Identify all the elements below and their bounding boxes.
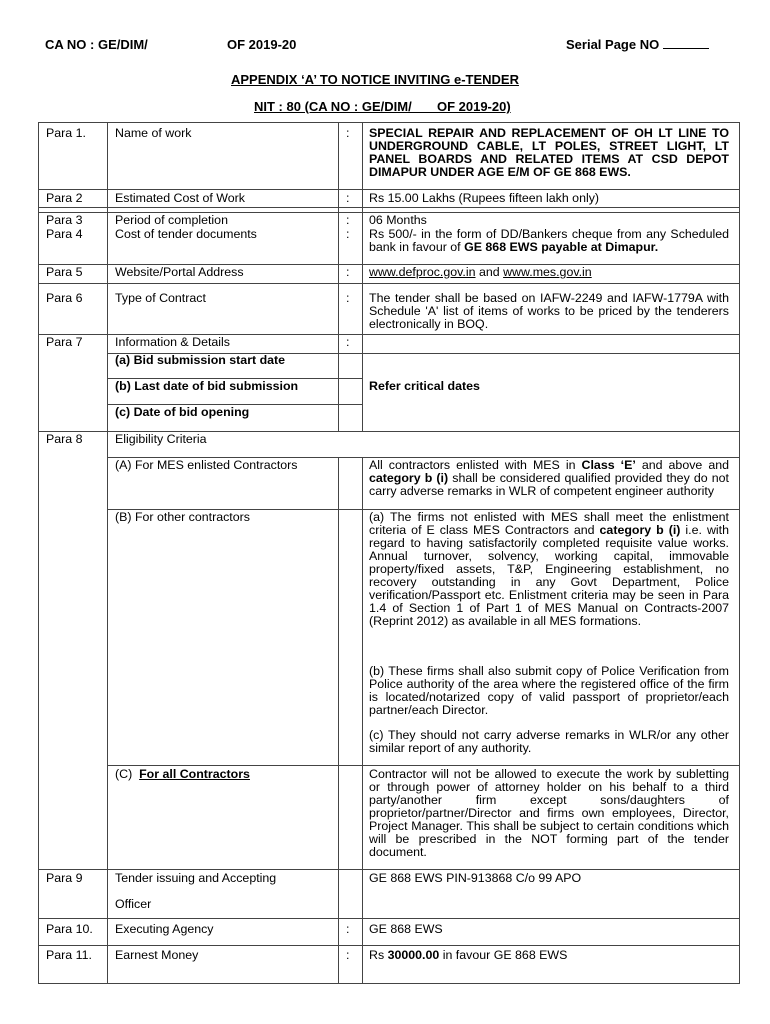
executing-agency-label: Executing Agency xyxy=(115,922,214,936)
website-label: Website/Portal Address xyxy=(115,265,244,279)
tender-officer-label-cont: Officer xyxy=(115,897,152,911)
para-number: Para 2 xyxy=(46,191,83,205)
all-contractors-label: (C) For all Contractors xyxy=(115,767,250,781)
tender-officer-value: GE 868 EWS PIN-913868 C/o 99 APO xyxy=(369,871,582,885)
serial-page-number xyxy=(566,37,709,52)
period-label: Period of completion xyxy=(115,213,228,227)
para-number: Para 11. xyxy=(46,948,92,962)
mes-enlisted-label: (A) For MES enlisted Contractors xyxy=(115,458,298,472)
tender-officer-label: Tender issuing and Accepting xyxy=(115,871,277,885)
bid-start-date-label: (a) Bid submission start date xyxy=(115,353,286,367)
defproc-link[interactable]: www.defproc.gov.in xyxy=(369,265,476,279)
other-contractors-criteria-a: (a) The firms not enlisted with MES shall meet the enlistment criteria of E class MES Contractors and category b (i) i.e. with regard to having satisfactorily completed requisite value works. Annual turnover, solvency, working capital, immovable property/fixed assets, T&P, Engineering establishment, no recovery outstanding in any Govt Department, Police verification/Passport etc. Enlistment criteria may be seen in Para 1.4 of Section 1 of Part 1 of MES Manual on Contracts-2007 (Reprint 2012) as available in all MES formations. xyxy=(369,510,729,628)
para-number: Para 4 xyxy=(46,227,83,241)
ca-year: OF 2019-20 xyxy=(227,37,297,52)
colon: : xyxy=(346,265,350,279)
all-contractors-value: Contractor will not be allowed to execute the work by subletting or through power of attorney holder on his behalf to a third party/another firm except sons/daughters of proprietor/partner/Director and firms own employees, Director, Project Manager. This shall be subject to certain conditions which will be prescribed in the NOT forming part of the tender document. xyxy=(369,767,729,859)
eligibility-label: Eligibility Criteria xyxy=(115,432,207,446)
estimated-cost-label: Estimated Cost of Work xyxy=(115,191,245,205)
colon: : xyxy=(346,213,350,227)
ca-number: CA NO : GE/DIM/ xyxy=(45,37,148,52)
colon: : xyxy=(346,948,350,962)
name-of-work-label: Name of work xyxy=(115,126,192,140)
mes-enlisted-value: All contractors enlisted with MES in Class ‘E’ and above and category b (i) shall be considered qualified provided they do not carry adverse remarks in WLR of competent engineer authority xyxy=(369,458,730,498)
critical-dates-value: Refer critical dates xyxy=(369,379,480,393)
other-contractors-criteria-c: (c) They should not carry adverse remarks in WLR/or any other similar report of any authority. xyxy=(369,728,729,755)
period-value: 06 Months xyxy=(369,213,427,227)
bid-last-date-label: (b) Last date of bid submission xyxy=(115,379,299,393)
para-number: Para 3 xyxy=(46,213,83,227)
para-number: Para 7 xyxy=(46,335,83,349)
name-of-work-value: SPECIAL REPAIR AND REPLACEMENT OF OH LT LINE TO UNDERGROUND CABLE, LT POLES, STREET LIGHT, LT PANEL BOARDS AND RELATED ITEMS AT CSD DEPOT DIMAPUR UNDER AGE E/M OF GE 868 EWS. xyxy=(369,126,729,179)
tender-doc-cost-value: Rs 500/- in the form of DD/Bankers cheque from any Scheduled bank in favour of GE 868 EWS payable at Dimapur. xyxy=(369,227,729,254)
bid-opening-date-label: (c) Date of bid opening xyxy=(115,405,250,419)
para-number: Para 10. xyxy=(46,922,93,936)
para-number: Para 9 xyxy=(46,871,83,885)
colon: : xyxy=(346,291,350,305)
estimated-cost-value: Rs 15.00 Lakhs (Rupees fifteen lakh only) xyxy=(369,191,600,205)
para-number: Para 1. xyxy=(46,126,86,140)
para-number: Para 5 xyxy=(46,265,83,279)
serial-page-blank xyxy=(663,37,709,49)
para-number: Para 8 xyxy=(46,432,83,446)
colon: : xyxy=(346,335,350,349)
website-value: www.defproc.gov.in and www.mes.gov.in xyxy=(369,265,592,279)
earnest-money-value: Rs 30000.00 in favour GE 868 EWS xyxy=(369,948,568,962)
colon: : xyxy=(346,191,350,205)
tender-doc-cost-label: Cost of tender documents xyxy=(115,227,257,241)
appendix-title: APPENDIX ‘A’ TO NOTICE INVITING e-TENDER xyxy=(231,72,519,87)
para-number: Para 6 xyxy=(46,291,83,305)
mes-link[interactable]: www.mes.gov.in xyxy=(503,265,592,279)
contract-type-label: Type of Contract xyxy=(115,291,206,305)
serial-page-label: Serial Page NO xyxy=(566,37,660,52)
colon: : xyxy=(346,227,350,241)
nit-title: NIT : 80 (CA NO : GE/DIM/ OF 2019-20) xyxy=(254,99,511,114)
other-contractors-label: (B) For other contractors xyxy=(115,510,250,524)
contract-type-value: The tender shall be based on IAFW-2249 and IAFW-1779A with Schedule 'A' list of items of works to be priced by the tenderers electronically in BOQ. xyxy=(369,291,729,331)
colon: : xyxy=(346,126,350,140)
colon: : xyxy=(346,922,350,936)
earnest-money-label: Earnest Money xyxy=(115,948,199,962)
executing-agency-value: GE 868 EWS xyxy=(369,922,443,936)
information-label: Information & Details xyxy=(115,335,231,349)
other-contractors-criteria-b: (b) These firms shall also submit copy of Police Verification from Police authority of the area where the registered office of the firm is located/notarized copy of valid passport of proprietor/each partner/each Director. xyxy=(369,664,729,717)
